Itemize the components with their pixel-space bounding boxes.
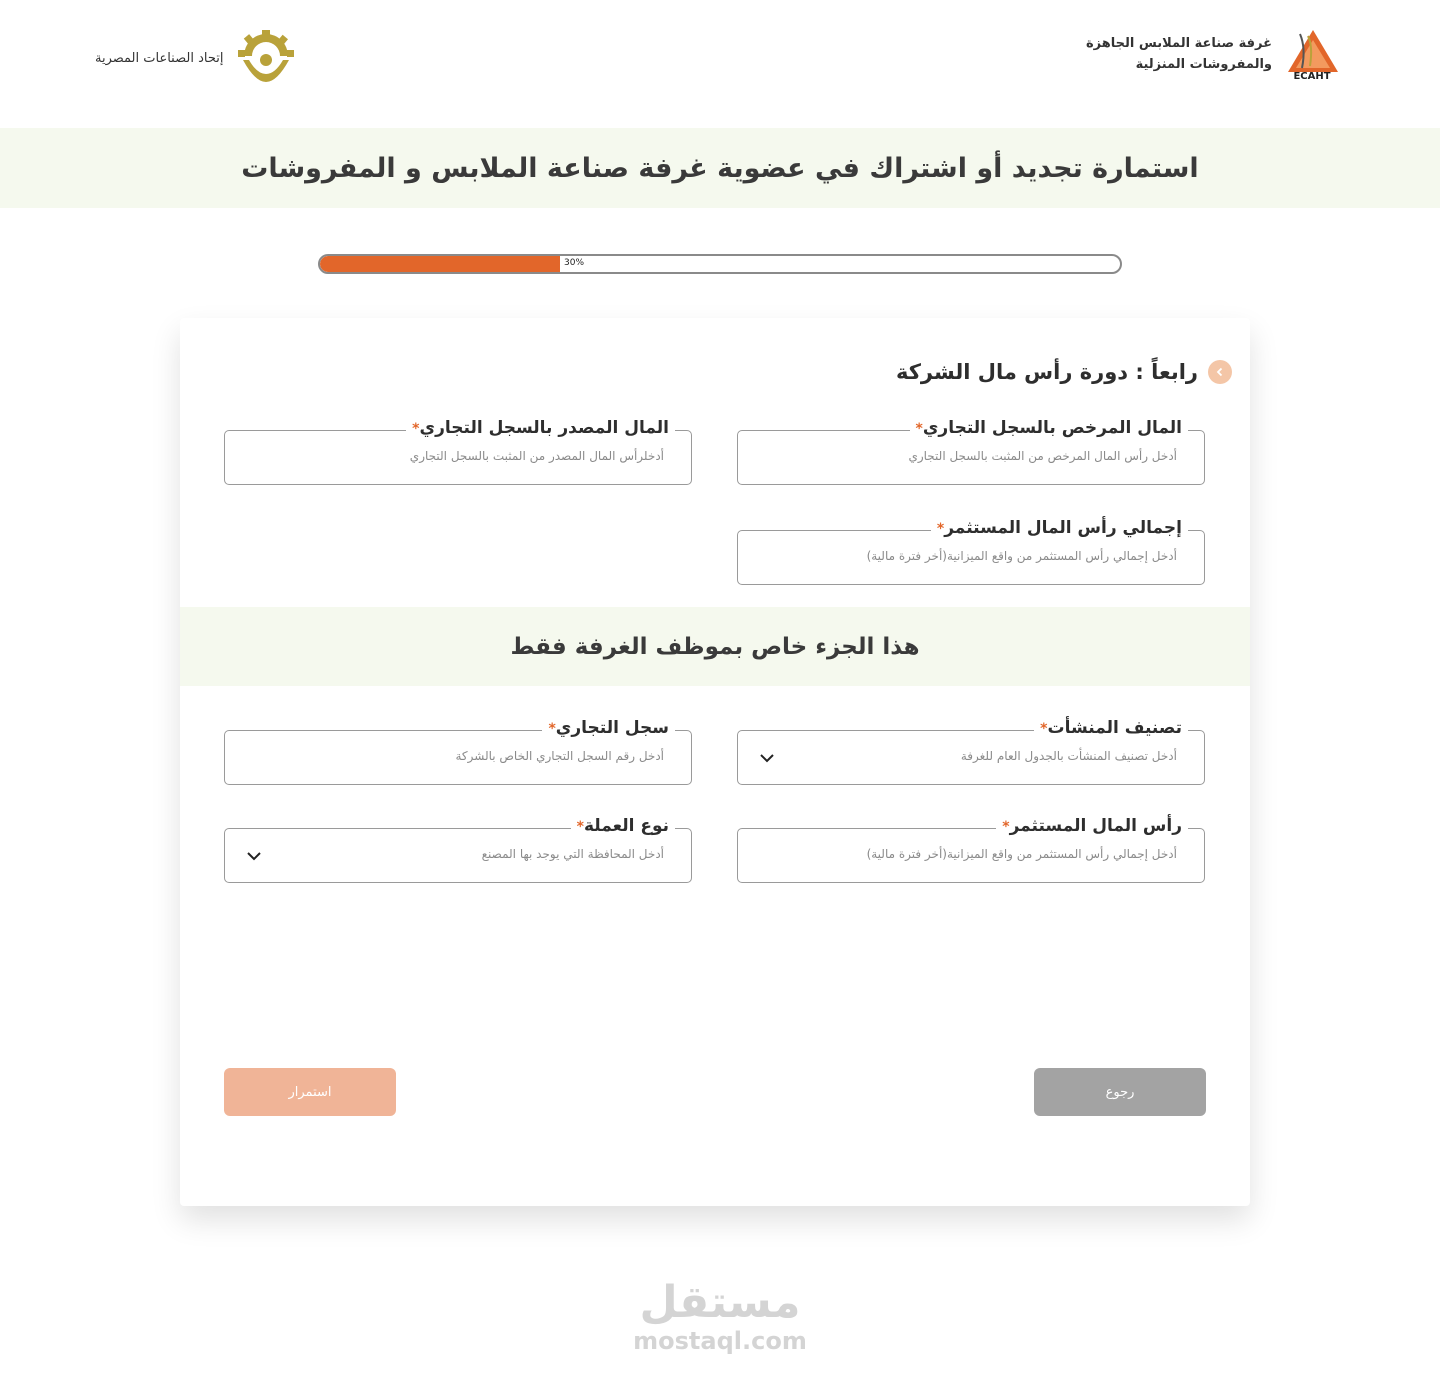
field-label: تصنيف المنشأت* <box>1034 718 1188 738</box>
field-label: رأس المال المستثمر* <box>996 816 1188 836</box>
chamber-logo-text: ECAHT <box>1293 71 1331 80</box>
page-header <box>0 0 1440 128</box>
facility-classification-select[interactable] <box>737 718 1205 785</box>
form-card <box>180 318 1250 1206</box>
progress-label: 30% <box>564 258 585 268</box>
progress-fill <box>320 256 560 272</box>
required-mark: * <box>1040 721 1048 737</box>
field-label: المال المصدر بالسجل التجاري* <box>406 418 675 438</box>
watermark-latin: mostaql.com <box>633 1327 807 1355</box>
federation-branding <box>95 30 297 86</box>
federation-gear-logo-icon <box>235 30 297 86</box>
field-placeholder: أدخل تصنيف المنشأت بالجدول العام للغرفة <box>960 749 1177 763</box>
chevron-down-icon[interactable] <box>758 749 776 767</box>
invested-capital-field[interactable] <box>737 816 1205 883</box>
staff-only-band <box>180 607 1250 686</box>
field-placeholder: أدخل رأس المال المرخص من المثبت بالسجل التجاري <box>908 449 1177 463</box>
total-invested-capital-field[interactable] <box>737 518 1205 585</box>
federation-name: إتحاد الصناعات المصرية <box>95 50 224 66</box>
field-placeholder: أدخل إجمالي رأس المستثمر من واقع الميزانية(أخر فترة مالية) <box>866 549 1177 563</box>
chamber-name <box>1086 33 1272 75</box>
required-mark: * <box>548 721 556 737</box>
form-title-band <box>0 128 1440 208</box>
field-label: سجل التجاري* <box>542 718 675 738</box>
field-placeholder: أدخل إجمالي رأس المستثمر من واقع الميزانية(أخر فترة مالية) <box>866 847 1177 861</box>
required-mark: * <box>915 421 923 437</box>
chamber-name-line1: غرفة صناعة الملابس الجاهزة <box>1086 36 1272 51</box>
field-label: إجمالي رأس المال المستثمر* <box>931 518 1188 538</box>
licensed-capital-field[interactable] <box>737 418 1205 485</box>
required-mark: * <box>936 521 945 537</box>
watermark-arabic: مستقل <box>639 1277 801 1328</box>
chamber-name-line2: والمفروشات المنزلية <box>1135 57 1272 72</box>
chamber-branding <box>1086 28 1340 80</box>
page-title: استمارة تجديد أو اشتراك في عضوية غرفة صناعة الملابس و المفروشات <box>241 152 1199 184</box>
mostaql-watermark <box>620 1278 820 1354</box>
continue-button[interactable]: استمرار <box>224 1068 396 1116</box>
commercial-register-field[interactable] <box>224 718 692 785</box>
required-mark: * <box>576 819 584 835</box>
field-placeholder: أدخل المحافظة التي يوجد بها المصنع <box>481 847 664 861</box>
chevron-down-icon[interactable] <box>245 847 263 865</box>
issued-capital-field[interactable] <box>224 418 692 485</box>
required-mark: * <box>412 421 420 437</box>
field-placeholder: أدخلرأس المال المصدر من المثبت بالسجل التجاري <box>409 449 664 463</box>
back-button[interactable]: رجوع <box>1034 1068 1206 1116</box>
required-mark: * <box>1002 819 1010 835</box>
field-label: المال المرخص بالسجل التجاري* <box>910 418 1188 438</box>
field-label: نوع العملة* <box>571 816 675 836</box>
section-header <box>896 360 1232 384</box>
staff-section-title: هذا الجزء خاص بموظف الغرفة فقط <box>510 633 920 660</box>
field-placeholder: أدخل رقم السجل التجاري الخاص بالشركة <box>455 749 664 763</box>
section-bullet-icon <box>1208 360 1232 384</box>
progress-bar <box>318 254 1122 274</box>
chamber-logo-icon <box>1286 28 1340 80</box>
section-title: رابعاً : دورة رأس مال الشركة <box>895 360 1198 384</box>
currency-type-select[interactable] <box>224 816 692 883</box>
